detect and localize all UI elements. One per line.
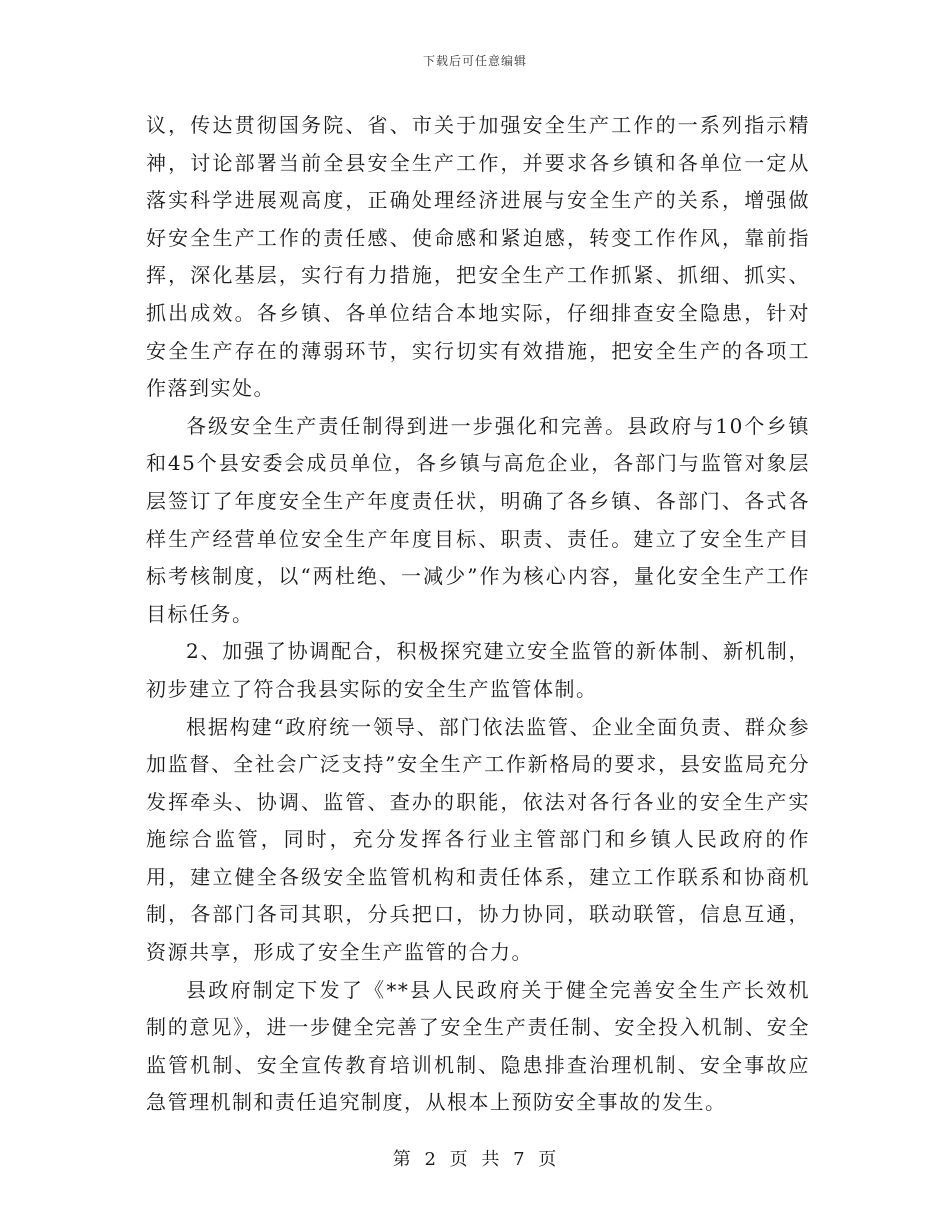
- paragraph-long-term-mechanism: 县政府制定下发了《**县人民政府关于健全完善安全生产长效机制的意见》，进一步健全完善了安全生产责任制、安全投入机制、安全监管机制、安全宣传教育培训机制、隐患排查治理机制、安全事故应急管理机制和责任追究制度，从根本上预防安全事故的发生。: [146, 977, 810, 1115]
- page-header: 下载后可任意编辑: [422, 54, 527, 68]
- document-body: [146, 107, 810, 1122]
- page-number: 第 2 页 共 7 页: [392, 1149, 558, 1170]
- paragraph-coordination-heading: 2、加强了协调配合，积极探究建立安全监管的新体制、新机制，初步建立了符合我县实际的安全生产监管体制。: [146, 639, 810, 701]
- paragraph-continuation: 议，传达贯彻国务院、省、市关于加强安全生产工作的一系列指示精神，讨论部署当前全县安全生产工作，并要求各乡镇和各单位一定从落实科学进展观高度，正确处理经济进展与安全生产的关系，增强做好安全生产工作的责任感、使命感和紧迫感，转变工作作风，靠前指挥，深化基层，实行有力措施，把安全生产工作抓紧、抓细、抓实、抓出成效。各乡镇、各单位结合本地实际，仔细排查安全隐患，针对安全生产存在的薄弱环节，实行切实有效措施，把安全生产的各项工作落到实处。: [146, 113, 810, 401]
- paragraph-supervision-pattern: 根据构建“政府统一领导、部门依法监管、企业全面负责、群众参加监督、全社会广泛支持”安全生产工作新格局的要求，县安监局充分发挥牵头、协调、监管、查办的职能，依法对各行各业的安全生产实施综合监管，同时，充分发挥各行业主管部门和乡镇人民政府的作用，建立健全各级安全监管机构和责任体系，建立工作联系和协商机制，各部门各司其职，分兵把口，协力协同，联动联管，信息互通，资源共享，形成了安全生产监管的合力。: [146, 714, 810, 965]
- paragraph-responsibility-system: 各级安全生产责任制得到进一步强化和完善。县政府与10个乡镇和45个县安委会成员单位，各乡镇与高危企业，各部门与监管对象层层签订了年度安全生产年度责任状，明确了各乡镇、各部门、各式各样生产经营单位安全生产年度目标、职责、责任。建立了安全生产目标考核制度，以“两杜绝、一减少”作为核心内容，量化安全生产工作目标任务。: [146, 413, 810, 626]
